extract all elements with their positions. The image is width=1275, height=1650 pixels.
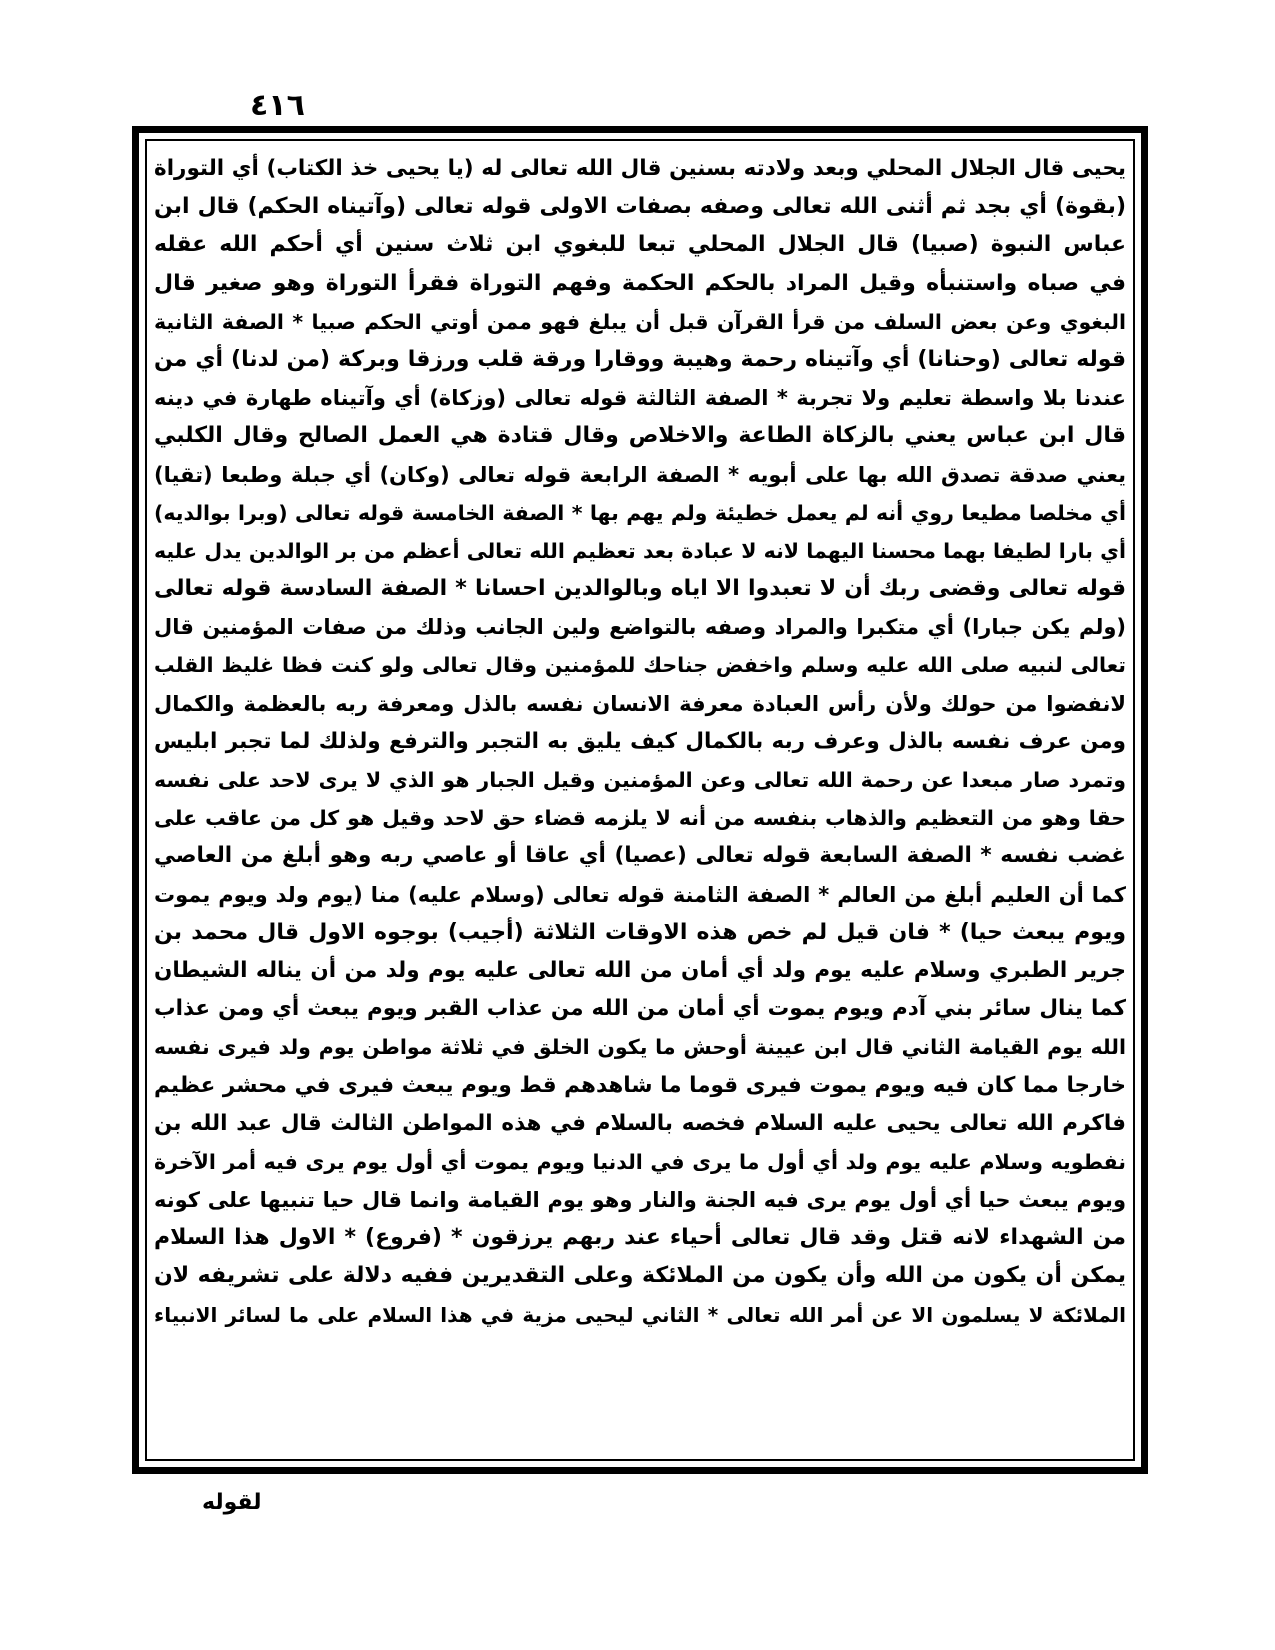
text-line: نفطويه وسلام عليه يوم ولد أي أول ما يرى في الدنيا ويوم يموت أي أول يوم يرى فيه أمر الآخرة <box>154 1149 1126 1174</box>
text-line: قوله تعالى (وحنانا) أي وآتيناه رحمة وهيبة ووقارا ورقة قلب ورزقا وبركة (من لدنا) أي من <box>154 346 1126 372</box>
page-number: ٤١٦ <box>250 88 305 123</box>
text-line: غضب نفسه * الصفة السابعة قوله تعالى (عصيا) أي عاقا أو عاصي ربه وهو أبلغ من العاصي <box>154 843 1126 869</box>
text-line: أي بارا لطيفا بهما محسنا اليهما لانه لا عبادة بعد تعظيم الله تعالى أعظم من بر الوالدين يدل عليه <box>154 538 1126 563</box>
text-line: يحيى قال الجلال المحلي وبعد ولادته بسنين قال الله تعالى له (يا يحيى خذ الكتاب) أي التوراة <box>154 156 1126 181</box>
text-line: قوله تعالى وقضى ربك أن لا تعبدوا الا اياه وبالوالدين احسانا * الصفة السادسة قوله تعالى <box>154 576 1126 602</box>
text-line: عباس النبوة (صبيا) قال الجلال المحلي تبعا للبغوي ابن ثلاث سنين أي أحكم الله عقله <box>154 232 1126 258</box>
text-line: من الشهداء لانه قتل وقد قال تعالى أحياء عند ربهم يرزقون * (فروع) * الاول هذا السلام <box>154 1225 1126 1251</box>
text-line: ومن عرف نفسه بالذل وعرف ربه بالكمال كيف يليق به التجبر والترفع ولذلك لما تجبر ابليس <box>154 728 1126 754</box>
catchword: لقوله <box>202 1490 262 1515</box>
text-line: (بقوة) أي بجد ثم أثنى الله تعالى وصفه بصفات الاولى قوله تعالى (وآتيناه الحكم) قال ابن <box>154 194 1126 220</box>
text-line: فاكرم الله تعالى يحيى عليه السلام فخصه بالسلام في هذه المواطن الثالث قال عبد الله بن <box>154 1110 1126 1136</box>
text-line: تعالى لنبيه صلى الله عليه وسلم واخفض جناحك للمؤمنين وقال تعالى ولو كنت فظا غليظ القلب <box>154 653 1126 678</box>
text-line: جرير الطبري وسلام عليه يوم ولد أي أمان من الله تعالى عليه يوم ولد من أن يناله الشيطان <box>154 957 1126 983</box>
text-line: يمكن أن يكون من الله وأن يكون من الملائكة وعلى التقديرين ففيه دلالة على تشريفه لان <box>154 1263 1126 1289</box>
text-line: قال ابن عباس يعني بالزكاة الطاعة والاخلاص وقال قتادة هي العمل الصالح وقال الكلبي <box>154 423 1126 449</box>
text-line: حقا وهو من التعظيم والذهاب بنفسه من أنه لا يلزمه قضاء حق لاحد وقيل هو كل من عاقب على <box>154 806 1126 831</box>
text-line: وتمرد صار مبعدا عن رحمة الله تعالى وعن المؤمنين وقيل الجبار هو الذي لا يرى لاحد على نفسه <box>154 768 1126 792</box>
text-line: خارجا مما كان فيه ويوم يموت فيرى قوما ما شاهدهم قط ويوم يبعث فيرى في محشر عظيم <box>154 1072 1126 1098</box>
text-line: لانفضوا من حولك ولأن رأس العبادة معرفة الانسان نفسه بالذل ومعرفة ربه بالعظمة والكمال <box>154 691 1126 716</box>
main-text-block <box>154 150 1126 1450</box>
text-line: ويوم يبعث حيا أي أول يوم يرى فيه الجنة والنار وهو يوم القيامة وانما قال حيا تنبيها على كونه <box>154 1188 1126 1213</box>
text-line: كما أن العليم أبلغ من العالم * الصفة الثامنة قوله تعالى (وسلام عليه) منا (يوم ولد ويوم يموت <box>154 882 1126 907</box>
text-line: (ولم يكن جبارا) أي متكبرا والمراد وصفه بالتواضع ولين الجانب وذلك من صفات المؤمنين قال <box>154 615 1126 640</box>
text-line: عندنا بلا واسطة تعليم ولا تجربة * الصفة الثالثة قوله تعالى (وزكاة) أي وآتيناه طهارة في دينه <box>154 386 1126 411</box>
text-line <box>154 1410 1126 1448</box>
text-line: الله يوم القيامة الثاني قال ابن عيينة أوحش ما يكون الخلق في ثلاثة مواطن يوم ولد فيرى نفسه <box>154 1035 1126 1060</box>
text-line: البغوي وعن بعض السلف من قرأ القرآن قبل أن يبلغ فهو ممن أوتي الحكم صبيا * الصفة الثانية <box>154 309 1126 334</box>
text-line: ويوم يبعث حيا) * فان قيل لم خص هذه الاوقات الثلاثة (أجيب) بوجوه الاول قال محمد بن <box>154 919 1126 945</box>
text-line: يعني صدقة تصدق الله بها على أبويه * الصفة الرابعة قوله تعالى (وكان) أي جبلة وطبعا (تقيا) <box>154 462 1126 487</box>
text-line: في صباه واستنبأه وقيل المراد بالحكم الحكمة وفهم التوراة فقرأ التوراة وهو صغير قال <box>154 270 1126 296</box>
text-line: أي مخلصا مطيعا روي أنه لم يعمل خطيئة ولم يهم بها * الصفة الخامسة قوله تعالى (وبرا بوالديه) <box>154 500 1126 525</box>
text-line <box>154 1334 1126 1372</box>
text-line: الملائكة لا يسلمون الا عن أمر الله تعالى * الثاني ليحيى مزية في هذا السلام على ما لسائر الانبياء <box>154 1302 1126 1327</box>
text-line: كما ينال سائر بني آدم ويوم يموت أي أمان من الله من عذاب القبر ويوم يبعث أي ومن عذاب <box>154 996 1126 1022</box>
text-line <box>154 1372 1126 1410</box>
